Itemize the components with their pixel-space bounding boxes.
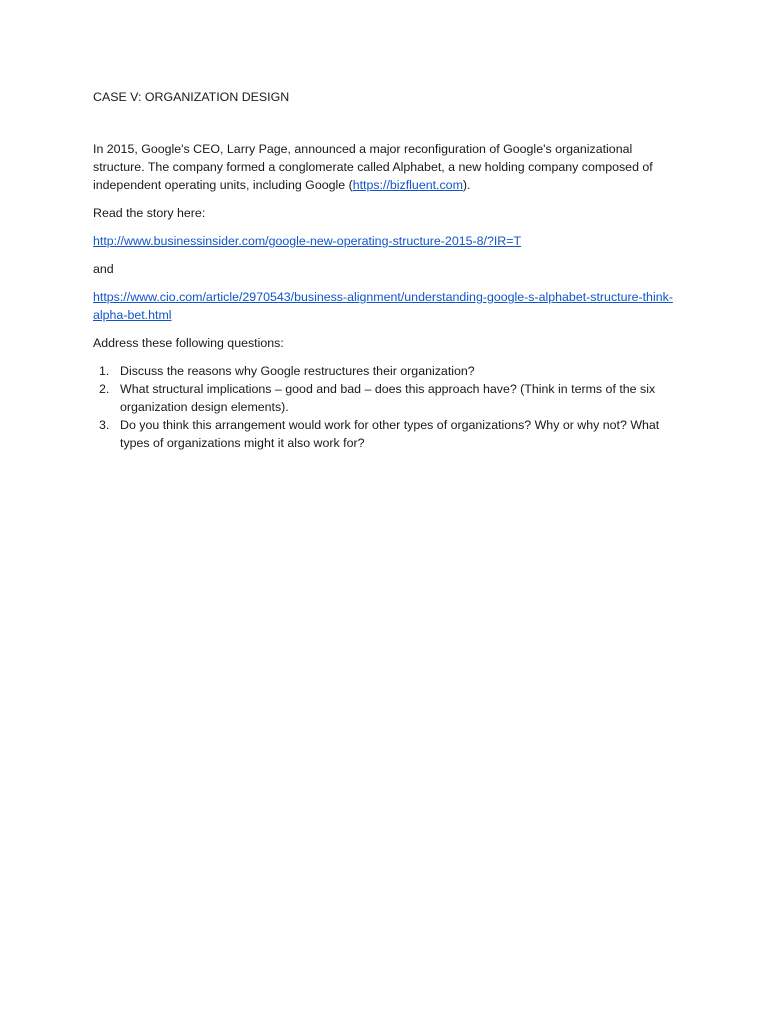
questions-list: [93, 362, 683, 452]
question-text: Do you think this arrangement would work for other types of organizations? Why or why not? What types of organizations might it also work for?: [120, 418, 660, 450]
list-item: [93, 380, 683, 416]
document-title: CASE V: ORGANIZATION DESIGN: [93, 90, 290, 104]
list-number: 3.: [99, 418, 110, 432]
cio-link[interactable]: https://www.cio.com/article/2970543/business-alignment/understanding-google-s-alphabet-structure-think-alpha-bet.html: [93, 290, 673, 322]
document-page: [93, 88, 683, 452]
businessinsider-link[interactable]: http://www.businessinsider.com/google-new-operating-structure-2015-8/?IR=T: [93, 234, 522, 248]
list-number: 2.: [99, 382, 110, 396]
read-story-text: Read the story here:: [93, 206, 206, 220]
list-item: [93, 416, 683, 452]
question-text: Discuss the reasons why Google restructures their organization?: [120, 364, 475, 378]
intro-paragraph: [93, 140, 683, 194]
intro-text-end: ).: [462, 178, 471, 192]
bizfluent-link[interactable]: https://bizfluent.com: [352, 178, 463, 192]
and-text: and: [93, 262, 114, 276]
list-number: 1.: [99, 364, 110, 378]
list-item: [93, 362, 683, 380]
question-text: What structural implications – good and bad – does this approach have? (Think in terms of the six organization design elements).: [120, 382, 656, 414]
intro-text: In 2015, Google's CEO, Larry Page, announced a major reconfiguration of Google's organizational structure. The company formed a conglomerate called Alphabet, a new holding company composed of independent operating units, including Google (: [93, 142, 653, 192]
address-questions-text: Address these following questions:: [93, 336, 284, 350]
